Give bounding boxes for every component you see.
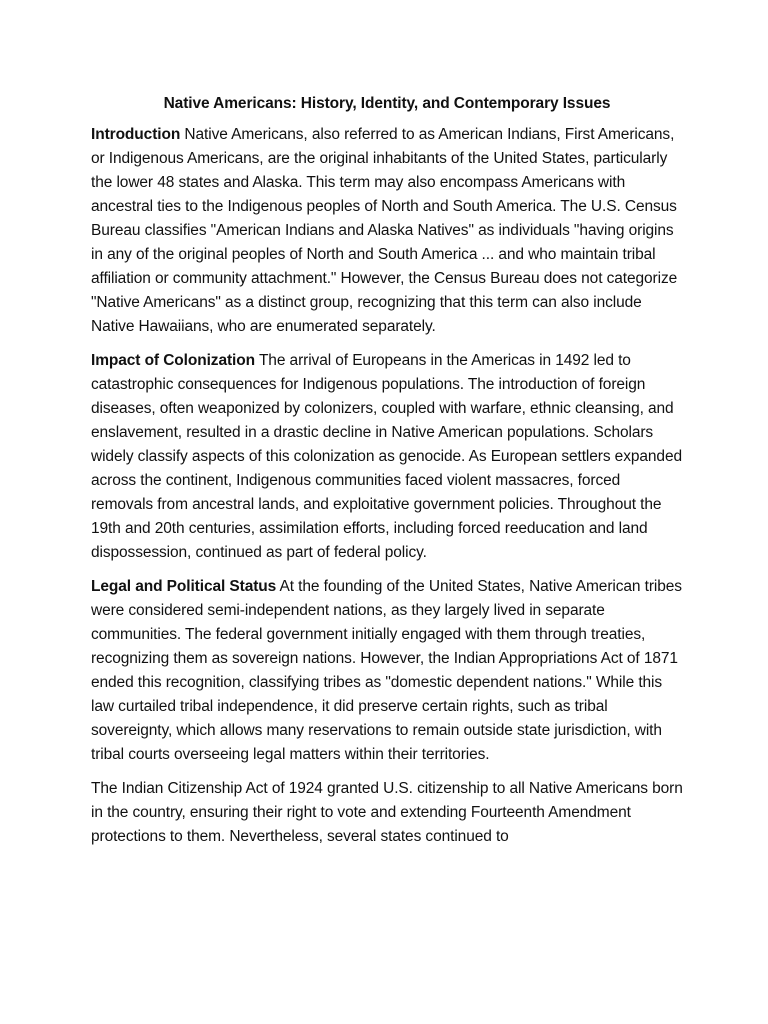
paragraph-citizenship-act bbox=[91, 777, 683, 849]
paragraph-introduction bbox=[91, 123, 683, 339]
paragraph-text: Native Americans, also referred to as American Indians, First Americans, or Indigenous Americans, are the original inhabitants of the United States, particularly the lower 48 states and Alaska. This term may also encompass Americans with ancestral ties to the Indigenous peoples of North and South America. The U.S. Census Bureau classifies "American Indians and Alaska Natives" as individuals "having origins in any of the original peoples of North and South America ... and who maintain tribal affiliation or community attachment." However, the Census Bureau does not categorize "Native Americans" as a distinct group, recognizing that this term can also include Native Hawaiians, who are enumerated separately. bbox=[91, 126, 678, 335]
paragraph-text: The Indian Citizenship Act of 1924 granted U.S. citizenship to all Native Americans born in the country, ensuring their right to vote and extending Fourteenth Amendment protections to them. Nevertheless, several states continued to bbox=[91, 780, 683, 845]
paragraph-legal-political-status bbox=[91, 575, 683, 767]
paragraph-heading: Impact of Colonization bbox=[91, 352, 255, 369]
paragraph-heading: Introduction bbox=[91, 126, 181, 143]
document-title: Native Americans: History, Identity, and Contemporary Issues bbox=[163, 95, 611, 112]
paragraph-text: The arrival of Europeans in the Americas in 1492 led to catastrophic consequences for Indigenous populations. The introduction of foreign diseases, often weaponized by colonizers, coupled with warfare, ethnic cleansing, and enslavement, resulted in a drastic decline in Native American populations. Scholars widely classify aspects of this colonization as genocide. As European settlers expanded across the continent, Indigenous communities faced violent massacres, forced removals from ancestral lands, and exploitative government policies. Throughout the 19th and 20th centuries, assimilation efforts, including forced reeducation and land dispossession, continued as part of federal policy. bbox=[91, 352, 682, 561]
paragraph-heading: Legal and Political Status bbox=[91, 578, 277, 595]
paragraph-impact-of-colonization bbox=[91, 349, 683, 565]
document-body bbox=[91, 93, 683, 859]
paragraph-text: At the founding of the United States, Native American tribes were considered semi-independent nations, as they largely lived in separate communities. The federal government initially engaged with them through treaties, recognizing them as sovereign nations. However, the Indian Appropriations Act of 1871 ended this recognition, classifying tribes as "domestic dependent nations." While this law curtailed tribal independence, it did preserve certain rights, such as tribal sovereignty, which allows many reservations to remain outside state jurisdiction, with tribal courts overseeing legal matters within their territories. bbox=[91, 578, 682, 763]
